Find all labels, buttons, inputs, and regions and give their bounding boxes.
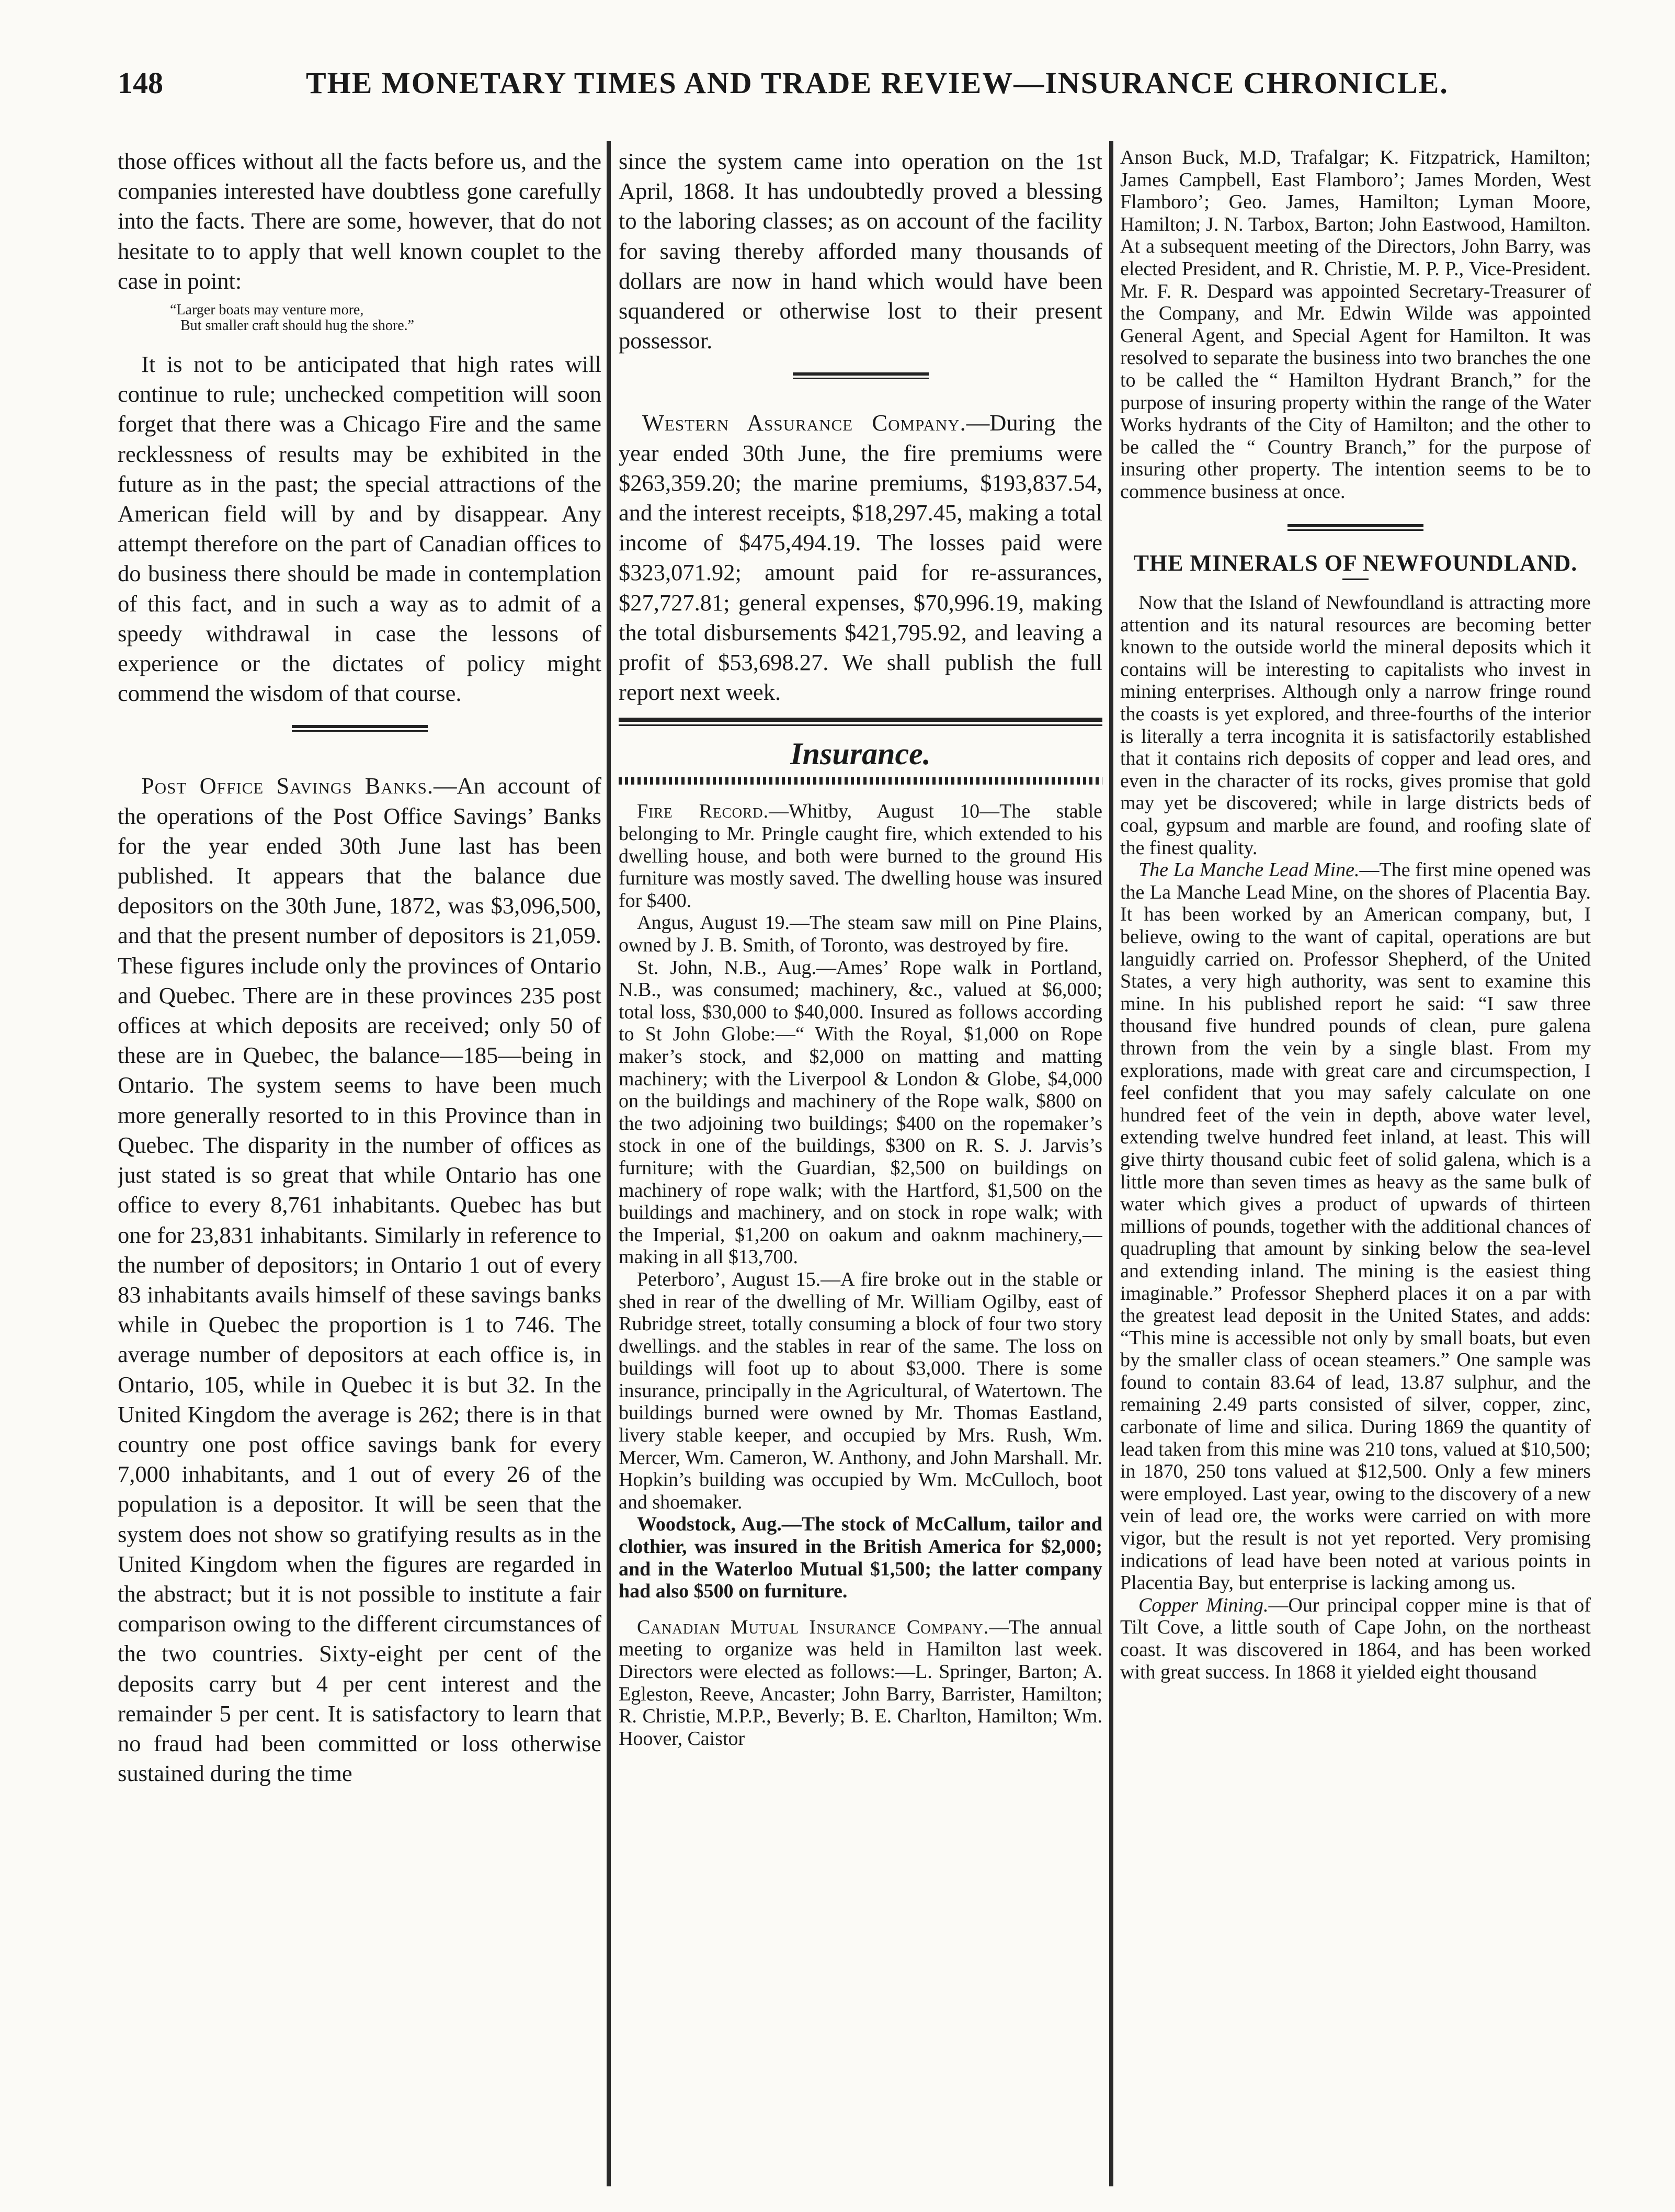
article-western-assurance <box>619 408 1102 707</box>
paragraph: It is not to be anticipated that high rates will continue to rule; unchecked competition will soon forget that there was a Chicago Fire and the same recklessness of results may be exhibited in the future as in the past; the special attractions of the American field will by and by disappear. Any attempt therefore on the part of Canadian offices to do business there should be made in contemplation of this fact, and in such a way as to admit of a speedy withdrawal in case the lessons of experience or the dictates of policy might commend the wisdom of that course. <box>118 351 601 707</box>
fire-record-peterboro: Peterboro’, August 15.—A fire broke out in the stable or shed in rear of the dwelling of Mr. William Ogilby, east of Rubridge street, totally consuming a block of four two story dwellings. and the stables in rear of the same. The loss on buildings will foot up to about $3,000. There is some insurance, principally in the Agricultural, of Watertown. The buildings burned were owned by Mr. Thomas Eastland, livery stable keeper, and occupied by Mrs. Rush, Wm. Mercer, Wm. Cameron, W. Anthony, and John Marshall. Mr. Hopkin’s building was occupied by Wm. McCulloch, boot and shoemaker. <box>619 1268 1102 1513</box>
article-title-minerals: THE MINERALS OF NEWFOUNDLAND. <box>1133 550 1578 576</box>
quote-line: But smaller craft should hug the shore.” <box>180 317 415 334</box>
fire-record-woodstock: Woodstock, Aug.—The stock of McCallum, tailor and clothier, was insured in the British America for $2,000; and in the Waterloo Mutual $1,500; the latter company had also $500 on furniture. <box>619 1513 1102 1603</box>
article-la-manche <box>1120 859 1591 1594</box>
article-body: —During the year ended 30th June, the fire premiums were $263,359.20; the marine premiums, $193,837.54, and the interest receipts, $18,297.45, making a total income of $475,494.19. The losses paid were $323,071.92; amount paid for re-assurances, $27,727.81; general expenses, $70,996.19, making the total disbursements $421,795.92, and leaving a profit of $53,698.27. We shall publish the full report next week. <box>619 410 1102 706</box>
fire-record-angus: Angus, August 19.—The steam saw mill on Pine Plains, owned by J. B. Smith, of Toronto, was destroyed by fire. <box>619 912 1102 957</box>
heading-rule <box>1342 578 1369 580</box>
section-ornament-rule <box>619 361 1102 392</box>
quote-line: “Larger boats may venture more, <box>170 302 364 319</box>
article-heading: The La Manche Lead Mine. <box>1138 859 1360 881</box>
section-ornament-rule <box>118 713 601 745</box>
insurance-section <box>619 800 1102 1750</box>
wavy-rule <box>619 777 1102 785</box>
article-heading: Fire Record. <box>637 800 769 823</box>
article-heading: Post Office Savings Banks. <box>141 773 434 799</box>
article-body: —Our principal copper mine is that of Tilt Cove, a little south of Cape John, on the northeast coast. It was discovered in 1864, and has been worked with great success. In 1868 it yielded eight thousand <box>1120 1594 1591 1683</box>
article-body: —The annual meeting to organize was held in Hamilton last week. Directors were elected as follows:—L. Springer, Barton; A. Egleston, Reeve, Ancaster; John Barry, Barrister, Hamilton; R. Christie, M.P.P., Beverly; B. E. Charlton, Hamilton; Wm. Hoover, Caistor <box>619 1616 1102 1750</box>
article-canadian-mutual <box>619 1616 1102 1750</box>
fire-record-whitby <box>619 800 1102 912</box>
column-2 <box>619 146 1102 2186</box>
paragraph: Now that the Island of Newfoundland is attracting more attention and its natural resources are becoming better known to the outside world the mineral deposits which it contains will be interesting to capitalists who invest in mining enterprises. Although only a narrow fringe round the coasts is yet explored, and three-fourths of the interior is literally a terra incognita it is satisfactorily established that it contains rich deposits of copper and lead ores, and even in the character of its rocks, gives promise that gold may yet be discovered; while in large districts beds of coal, gypsum and marble are found, and roofing slate of the finest quality. <box>1120 592 1591 859</box>
article-heading: Copper Mining. <box>1138 1594 1269 1616</box>
column-rule <box>607 141 611 2186</box>
running-title: THE MONETARY TIMES AND TRADE REVIEW—INSURANCE CHRONICLE. <box>306 66 1449 100</box>
article-body: —The first mine opened was the La Manche Lead Mine, on the shores of Placentia Bay. It has been worked by an American company, but, I believe, owing to the want of capital, operations are but languidly carried on. Professor Shepherd, of the United States, a very high authority, was sent to examine this mine. In his published report he said: “I saw three thousand five hundred pounds of clean, pure galena thrown from the vein by a single blast. From my explorations, made with great care and circumspection, I feel confident that you may safely calculate on one hundred feet of the vein in depth, above water level, extending twelve hundred feet inland, at least. This will give thirty thousand cubic feet of solid galena, which is a little more than seven times as heavy as the same bulk of water which gives a product of upwards of thirteen millions of pounds, together with the additional chances of quadrupling that amount by sinking below the sea-level and extending inland. The mining is the easiest thing imaginable.” Professor Shepherd places it on a par with the greatest lead deposit in the United States, and adds: “This mine is accessible not only by small boats, but even by the smaller class of ocean steamers.” One sample was found to contain 83.64 of lead, 13.87 sulphur, and the remaining 2.49 parts consisted of silver, copper, zinc, carbonate of lime and silica. During 1869 the quantity of lead taken from this mine was 210 tons, valued at $10,500; in 1870, 250 tons valued at $12,500. Only a few miners were employed. Last year, owing to the discovery of a new vein of lead ore, the works were carried on with more vigor, but the result is not yet reported. Very promising indications of lead have been noted at various points in Placentia Bay, but enterprise is lacking among us. <box>1120 859 1591 1594</box>
article-body: —Whitby, August 10—The stable belonging to Mr. Pringle caught fire, which extended to his dwelling house, and both were burned to the ground His furniture was mostly saved. The dwelling house was insured for $400. <box>619 800 1102 912</box>
double-rule <box>619 718 1102 726</box>
page-header <box>118 65 1558 112</box>
column-rule <box>1109 141 1113 2186</box>
page-number: 148 <box>118 66 163 100</box>
article-heading: Western Assurance Company. <box>642 410 966 436</box>
section-title-insurance: Insurance. <box>790 736 931 772</box>
fire-record-st-john: St. John, N.B., Aug.—Ames’ Rope walk in Portland, N.B., was consumed; machinery, &c., valued at $6,000; total loss, $30,000 to $40,000. Insured as follows according to St John Globe:—“ With the Royal, $1,000 on Rope maker’s stock, and $2,000 on matting and matting machinery; with the Liverpool & London & Globe, $4,000 on the buildings and machinery of the Rope walk, $800 on the two adjoining two buildings; $400 on the ropemaker’s stock in one of the buildings, $300 on R. S. J. Jarvis’s furniture; with the Guardian, $2,500 on buildings on machinery of rope walk; with the Hartford, $1,500 on the buildings and machinery, and on stock in rope walk; with the Imperial, $1,200 on oakum and oaknm machinery,—making in all $13,700. <box>619 956 1102 1268</box>
paragraph: since the system came into operation on the 1st April, 1868. It has undoubtedly proved a blessing to the laboring classes; as on account of the facility for saving thereby afforded many thousands of dollars are now in hand which would have been squandered or otherwise lost to their present possessor. <box>619 148 1102 354</box>
quoted-couplet <box>170 302 601 334</box>
paragraph: Anson Buck, M.D, Trafalgar; K. Fitzpatrick, Hamilton; James Campbell, East Flamboro’; James Morden, West Flamboro’; Geo. James, Hamilton; Lyman Moore, Hamilton; J. N. Tarbox, Barton; John Eastwood, Hamilton. At a subsequent meeting of the Directors, John Barry, was elected President, and R. Christie, M. P. P., Vice-President. Mr. F. R. Despard was appointed Secretary-Treasurer of the Company, and Mr. Edwin Wilde was appointed General Agent, and Special Agent for Hamilton. It was resolved to separate the business into two branches the one to be called the “ Hamilton Hydrant Branch,” for the purpose of insuring property within the range of the Water Works hydrants of the City of Hamilton; and the other to be called the “ Country Branch,” for the purpose of insuring other property. The intention seems to be to commence business at once. <box>1120 146 1591 503</box>
column-1 <box>118 146 601 2186</box>
column-3 <box>1120 146 1591 2186</box>
article-body: —An account of the operations of the Post Office Savings’ Banks for the year ended 30th June last has been published. It appears that the balance due depositors on the 30th June, 1872, was $3,096,500, and that the present number of depositors is 21,059. These figures include only the provinces of Ontario and Quebec. There are in these provinces 235 post offices at which deposits are received; only 50 of these are in Quebec, the balance—185—being in Ontario. The system seems to have been much more generally resorted to in this Province than in Quebec. The disparity in the number of offices as just stated is so great that while Ontario has one office to every 8,761 inhabitants. Quebec has but one for 23,831 inhabitants. Similarly in reference to the number of depositors; in Ontario 1 out of every 83 inhabitants avails himself of these savings banks while in Quebec the proportion is 1 to 746. The average number of depositors at each office is, in Ontario, 105, while in Quebec it is but 32. In the United Kingdom the average is 262; there is in that country one post office savings bank for every 7,000 inhabitants, and 1 out of every 26 of the population is a depositor. It will be seen that the system does not show so gratifying results as in the United Kingdom when the figures are regarded in the abstract; but it is not possible to institute a fair comparison owing to the different circumstances of the two countries. Sixty-eight per cent of the deposits carry but 4 per cent interest and the remainder 5 per cent. It is satisfactory to learn that no fraud had been committed or loss otherwise sustained during the time <box>118 773 601 1787</box>
article-copper-mining <box>1120 1594 1591 1683</box>
section-ornament-rule <box>1120 513 1591 544</box>
article-post-office-savings <box>118 771 601 1788</box>
article-heading: Canadian Mutual Insurance Company. <box>637 1616 989 1638</box>
paragraph: those offices without all the facts before us, and the companies interested have doubtless gone carefully into the facts. There are some, however, that do not hesitate to to apply that well known couplet to the case in point: <box>118 148 601 294</box>
